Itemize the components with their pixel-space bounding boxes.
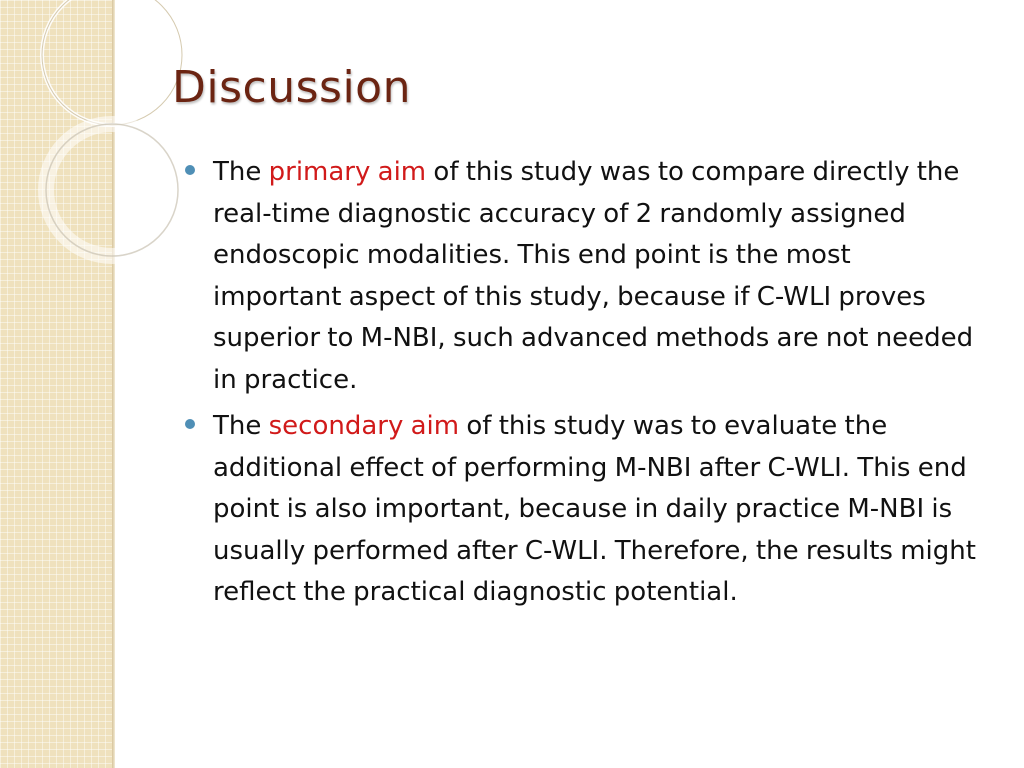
highlight-primary-aim: primary aim bbox=[268, 157, 427, 187]
bullet-item-primary-aim bbox=[182, 152, 982, 401]
bullet-text-lead: The bbox=[213, 157, 269, 187]
slide-title: Discussion bbox=[172, 62, 411, 113]
bullet-text bbox=[213, 406, 982, 614]
bullet-text-lead: The bbox=[213, 411, 269, 441]
bullet-dot-icon bbox=[185, 419, 195, 429]
bullet-item-secondary-aim bbox=[182, 406, 982, 614]
highlight-secondary-aim: secondary aim bbox=[268, 411, 460, 441]
bullet-dot-icon bbox=[185, 165, 195, 175]
bullet-text bbox=[213, 152, 982, 401]
bullet-text-body: of this study was to evaluate the additional effect of performing M-NBI after C-WLI. This end point is also important, because in daily practice M-NBI is usually performed after C-WLI. Therefore, the results might reflect the practical diagnostic potential. bbox=[213, 411, 976, 607]
bullet-text-body: of this study was to compare directly the real-time diagnostic accuracy of 2 randomly assigned endoscopic modalities. This end point is the most important aspect of this study, because if C-WLI proves superior to M-NBI, such advanced methods are not needed in practice. bbox=[213, 157, 974, 395]
decorative-circles bbox=[0, 0, 200, 300]
bullet-list bbox=[182, 152, 982, 619]
